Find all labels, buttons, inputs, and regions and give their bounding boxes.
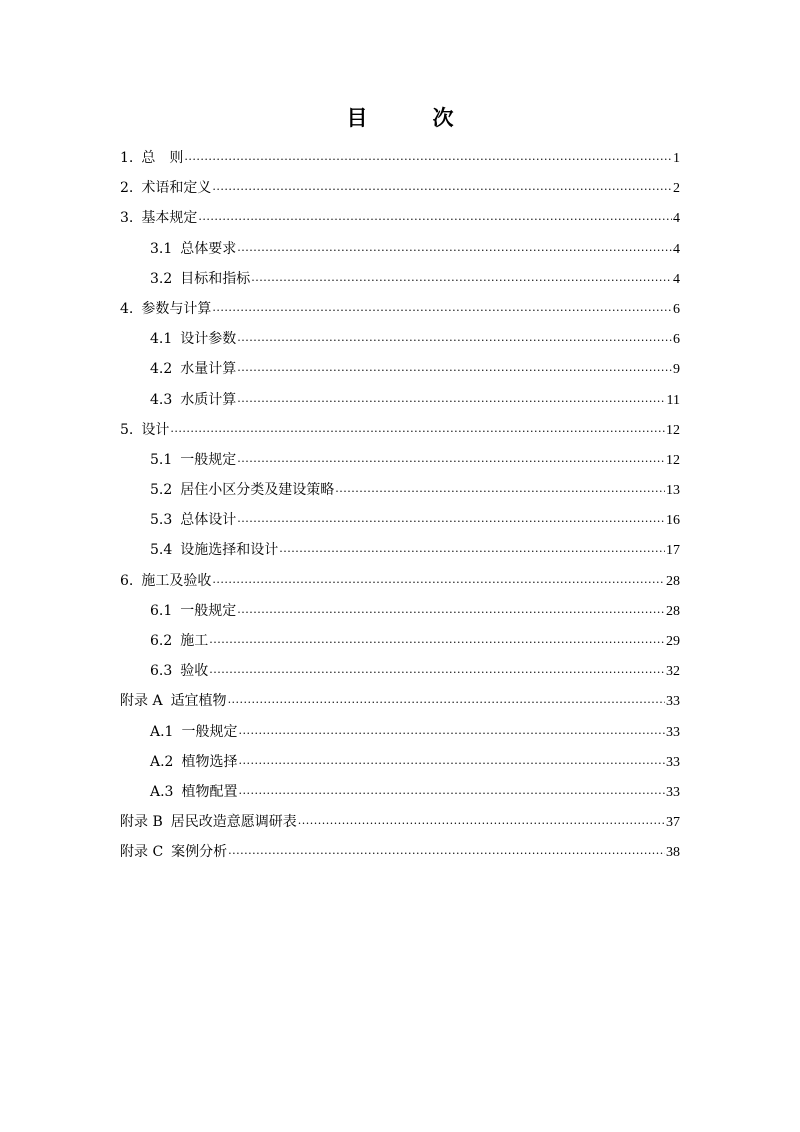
toc-entry[interactable] bbox=[120, 626, 680, 656]
toc-entry-page-number: 38 bbox=[666, 845, 680, 861]
toc-entry-number: 4.1 bbox=[150, 331, 173, 348]
toc-entry-number: 6. bbox=[120, 572, 134, 589]
toc-entry[interactable] bbox=[120, 324, 680, 354]
toc-entry-text: 植物选择 bbox=[181, 753, 238, 770]
toc-dot-leader bbox=[212, 172, 672, 202]
toc-entry-page-number: 12 bbox=[666, 422, 680, 438]
toc-entry[interactable] bbox=[120, 354, 680, 384]
toc-dot-leader bbox=[238, 746, 665, 776]
toc-entry-number: 5.1 bbox=[150, 451, 173, 468]
toc-entry-number: A.3 bbox=[150, 783, 174, 800]
toc-entry-number: 2. bbox=[120, 180, 134, 197]
toc-entry-label bbox=[150, 385, 236, 415]
toc-entry-page-number: 12 bbox=[666, 452, 680, 468]
toc-entry-text: 设施选择和设计 bbox=[180, 542, 279, 559]
toc-entry-text: 设计参数 bbox=[180, 331, 237, 348]
toc-entry[interactable] bbox=[120, 686, 680, 716]
toc-dot-leader bbox=[212, 293, 672, 323]
toc-entry-text: 施工及验收 bbox=[141, 572, 212, 589]
toc-dot-leader bbox=[228, 836, 665, 866]
toc-entry-text: 基本规定 bbox=[141, 210, 198, 227]
toc-dot-leader bbox=[170, 414, 665, 444]
table-of-contents bbox=[120, 143, 680, 868]
toc-entry-text: 适宜植物 bbox=[170, 693, 227, 710]
toc-entry-text: 水质计算 bbox=[180, 391, 237, 408]
toc-entry[interactable] bbox=[120, 294, 680, 324]
toc-entry-text: 案例分析 bbox=[171, 844, 228, 861]
toc-entry-number: 附录 A bbox=[120, 693, 163, 710]
toc-dot-leader bbox=[237, 444, 665, 474]
toc-entry-label bbox=[150, 717, 237, 747]
toc-dot-leader bbox=[198, 202, 672, 232]
toc-entry-label bbox=[150, 445, 236, 475]
toc-entry-number: A.2 bbox=[150, 753, 174, 770]
toc-entry[interactable] bbox=[120, 475, 680, 505]
toc-entry[interactable] bbox=[120, 264, 680, 294]
toc-entry-page-number: 33 bbox=[666, 694, 680, 710]
toc-entry-page-number: 11 bbox=[666, 392, 680, 408]
toc-entry-label bbox=[120, 143, 183, 173]
toc-entry-label bbox=[120, 566, 211, 596]
toc-entry-label bbox=[120, 686, 227, 716]
toc-entry-number: 6.1 bbox=[150, 602, 173, 619]
toc-dot-leader bbox=[209, 625, 665, 655]
toc-entry-page-number: 33 bbox=[666, 784, 680, 800]
toc-entry-page-number: 6 bbox=[673, 332, 680, 348]
toc-entry-page-number: 29 bbox=[666, 634, 680, 649]
toc-entry-number: 1. bbox=[120, 150, 134, 166]
toc-entry-page-number: 9 bbox=[673, 362, 680, 378]
toc-entry-number: 5.2 bbox=[150, 482, 173, 499]
toc-entry-text: 植物配置 bbox=[181, 783, 238, 800]
toc-entry-number: 5.3 bbox=[150, 512, 173, 529]
toc-entry-text: 验收 bbox=[180, 663, 209, 680]
toc-dot-leader bbox=[238, 716, 665, 746]
toc-dot-leader bbox=[238, 776, 665, 806]
toc-entry-number: 3. bbox=[120, 210, 134, 227]
toc-entry-page-number: 6 bbox=[673, 301, 680, 317]
toc-entry-page-number: 17 bbox=[666, 543, 680, 559]
toc-entry[interactable] bbox=[120, 203, 680, 233]
toc-entry-text: 一般规定 bbox=[181, 723, 238, 740]
toc-dot-leader bbox=[237, 504, 665, 534]
toc-entry-number: 5.4 bbox=[150, 542, 173, 559]
toc-dot-leader bbox=[251, 263, 672, 293]
toc-entry[interactable] bbox=[120, 143, 680, 173]
toc-entry-text: 一般规定 bbox=[180, 602, 237, 619]
toc-entry-page-number: 33 bbox=[666, 754, 680, 770]
toc-dot-leader bbox=[237, 384, 665, 414]
toc-entry-text: 设计 bbox=[141, 421, 170, 438]
toc-entry-page-number: 37 bbox=[666, 815, 680, 831]
toc-entry[interactable] bbox=[120, 596, 680, 626]
toc-dot-leader bbox=[184, 142, 672, 172]
toc-entry-label bbox=[150, 505, 236, 535]
toc-entry-number: 4.2 bbox=[150, 361, 173, 378]
toc-entry[interactable] bbox=[120, 505, 680, 535]
toc-entry-page-number: 16 bbox=[666, 513, 680, 529]
toc-entry-label bbox=[120, 807, 297, 837]
toc-entry[interactable] bbox=[120, 566, 680, 596]
toc-entry-label bbox=[150, 475, 334, 505]
toc-entry-page-number: 32 bbox=[666, 664, 680, 680]
toc-entry-number: 3.2 bbox=[150, 270, 173, 287]
toc-entry-text: 一般规定 bbox=[180, 451, 237, 468]
toc-dot-leader bbox=[237, 595, 665, 625]
toc-entry-number: 6.3 bbox=[150, 663, 173, 680]
toc-entry-label bbox=[150, 777, 237, 807]
toc-entry-label bbox=[150, 535, 278, 565]
toc-entry-page-number: 13 bbox=[666, 483, 680, 499]
toc-entry-label bbox=[120, 415, 169, 445]
toc-title: 目 次 bbox=[346, 105, 476, 130]
toc-entry[interactable] bbox=[120, 747, 680, 777]
toc-entry-label bbox=[120, 294, 211, 324]
toc-entry-page-number: 4 bbox=[673, 211, 680, 227]
toc-entry-page-number: 28 bbox=[666, 573, 680, 589]
toc-entry-label bbox=[150, 656, 208, 686]
toc-entry-label bbox=[120, 203, 197, 233]
toc-entry[interactable] bbox=[120, 173, 680, 203]
toc-dot-leader bbox=[237, 353, 672, 383]
toc-entry[interactable] bbox=[120, 385, 680, 415]
toc-entry-number: A.1 bbox=[150, 723, 174, 740]
toc-entry-text: 施工 bbox=[180, 633, 209, 649]
toc-entry-text: 居住小区分类及建设策略 bbox=[180, 482, 335, 499]
toc-dot-leader bbox=[335, 474, 665, 504]
toc-entry-page-number: 4 bbox=[673, 271, 680, 287]
toc-entry-label bbox=[150, 747, 237, 777]
toc-dot-leader bbox=[298, 806, 665, 836]
toc-dot-leader bbox=[228, 685, 665, 715]
toc-entry-label bbox=[150, 234, 236, 264]
toc-entry[interactable] bbox=[120, 535, 680, 565]
toc-entry-page-number: 2 bbox=[673, 181, 680, 197]
toc-entry-page-number: 33 bbox=[666, 724, 680, 740]
toc-entry-text: 水量计算 bbox=[180, 361, 237, 378]
toc-entry-number: 5. bbox=[120, 421, 134, 438]
toc-entry[interactable] bbox=[120, 656, 680, 686]
toc-entry-text: 参数与计算 bbox=[141, 300, 212, 317]
toc-entry[interactable] bbox=[120, 415, 680, 445]
toc-entry-number: 4.3 bbox=[150, 391, 173, 408]
toc-entry-label bbox=[150, 324, 236, 354]
toc-entry[interactable] bbox=[120, 234, 680, 264]
toc-entry-number: 附录 C bbox=[120, 844, 164, 861]
toc-entry-label bbox=[120, 837, 227, 867]
toc-entry[interactable] bbox=[120, 777, 680, 807]
toc-dot-leader bbox=[279, 534, 665, 564]
toc-entry-label bbox=[120, 173, 211, 203]
toc-entry-label bbox=[150, 626, 208, 656]
toc-entry-number: 6.2 bbox=[150, 633, 173, 649]
toc-entry-text: 术语和定义 bbox=[141, 180, 212, 197]
toc-entry-page-number: 1 bbox=[673, 151, 680, 166]
toc-entry-text: 总体设计 bbox=[180, 512, 237, 529]
toc-dot-leader bbox=[237, 233, 672, 263]
toc-entry-label bbox=[150, 264, 250, 294]
toc-entry-text: 居民改造意愿调研表 bbox=[170, 814, 297, 831]
toc-dot-leader bbox=[237, 323, 672, 353]
toc-entry[interactable] bbox=[120, 807, 680, 837]
toc-entry[interactable] bbox=[120, 717, 680, 747]
toc-dot-leader bbox=[209, 655, 665, 685]
toc-entry-label bbox=[150, 596, 236, 626]
toc-entry-number: 3.1 bbox=[150, 240, 173, 257]
toc-entry-page-number: 4 bbox=[673, 241, 680, 257]
toc-entry[interactable] bbox=[120, 445, 680, 475]
toc-entry-text: 目标和指标 bbox=[180, 270, 251, 287]
toc-entry-text: 总体要求 bbox=[180, 240, 237, 257]
toc-dot-leader bbox=[212, 565, 665, 595]
toc-entry-number: 4. bbox=[120, 300, 134, 317]
toc-entry-number: 附录 B bbox=[120, 814, 163, 831]
toc-entry-page-number: 28 bbox=[666, 603, 680, 619]
toc-entry-text: 总 则 bbox=[141, 150, 184, 166]
toc-entry-label bbox=[150, 354, 236, 384]
toc-entry[interactable] bbox=[120, 837, 680, 867]
